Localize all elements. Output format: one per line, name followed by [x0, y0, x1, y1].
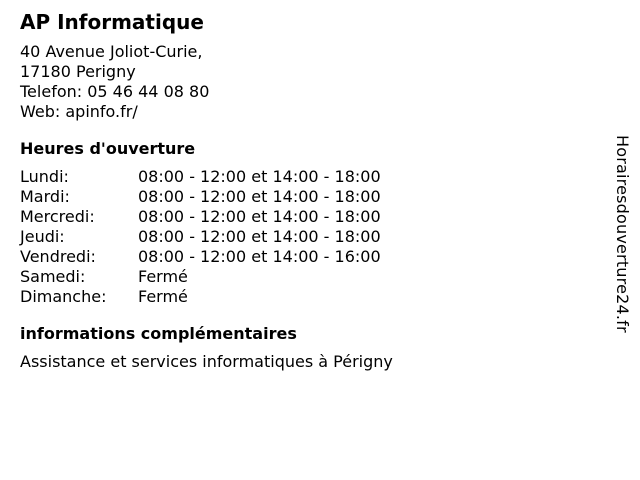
day-hours: 08:00 - 12:00 et 14:00 - 18:00 — [138, 227, 381, 246]
day-label: Lundi: — [20, 167, 69, 186]
hours-row — [20, 167, 381, 187]
hours-row — [20, 207, 381, 227]
day-hours: 08:00 - 12:00 et 14:00 - 16:00 — [138, 247, 381, 266]
address-street: 40 Avenue Joliot-Curie, — [20, 42, 203, 61]
day-hours: 08:00 - 12:00 et 14:00 - 18:00 — [138, 207, 381, 226]
additional-info-text: Assistance et services informatiques à Périgny — [20, 352, 393, 371]
opening-hours-table — [20, 167, 381, 307]
opening-hours-heading: Heures d'ouverture — [20, 139, 196, 158]
hours-row — [20, 227, 381, 247]
website-link: Web: apinfo.fr/ — [20, 102, 138, 121]
address-city: 17180 Perigny — [20, 62, 136, 81]
day-label: Samedi: — [20, 267, 86, 286]
hours-row — [20, 287, 381, 307]
additional-info-heading: informations complémentaires — [20, 324, 297, 343]
day-label: Mardi: — [20, 187, 70, 206]
day-label: Jeudi: — [20, 227, 65, 246]
hours-row — [20, 267, 381, 287]
hours-row — [20, 247, 381, 267]
business-name: AP Informatique — [20, 10, 204, 34]
hours-row — [20, 187, 381, 207]
day-label: Vendredi: — [20, 247, 96, 266]
day-hours: Fermé — [138, 287, 188, 306]
brand-watermark: Horairesdouverture24.fr — [613, 135, 632, 333]
business-card — [20, 10, 580, 372]
day-hours: Fermé — [138, 267, 188, 286]
phone-number: Telefon: 05 46 44 08 80 — [20, 82, 210, 101]
day-label: Mercredi: — [20, 207, 95, 226]
day-hours: 08:00 - 12:00 et 14:00 - 18:00 — [138, 167, 381, 186]
day-hours: 08:00 - 12:00 et 14:00 - 18:00 — [138, 187, 381, 206]
day-label: Dimanche: — [20, 287, 107, 306]
